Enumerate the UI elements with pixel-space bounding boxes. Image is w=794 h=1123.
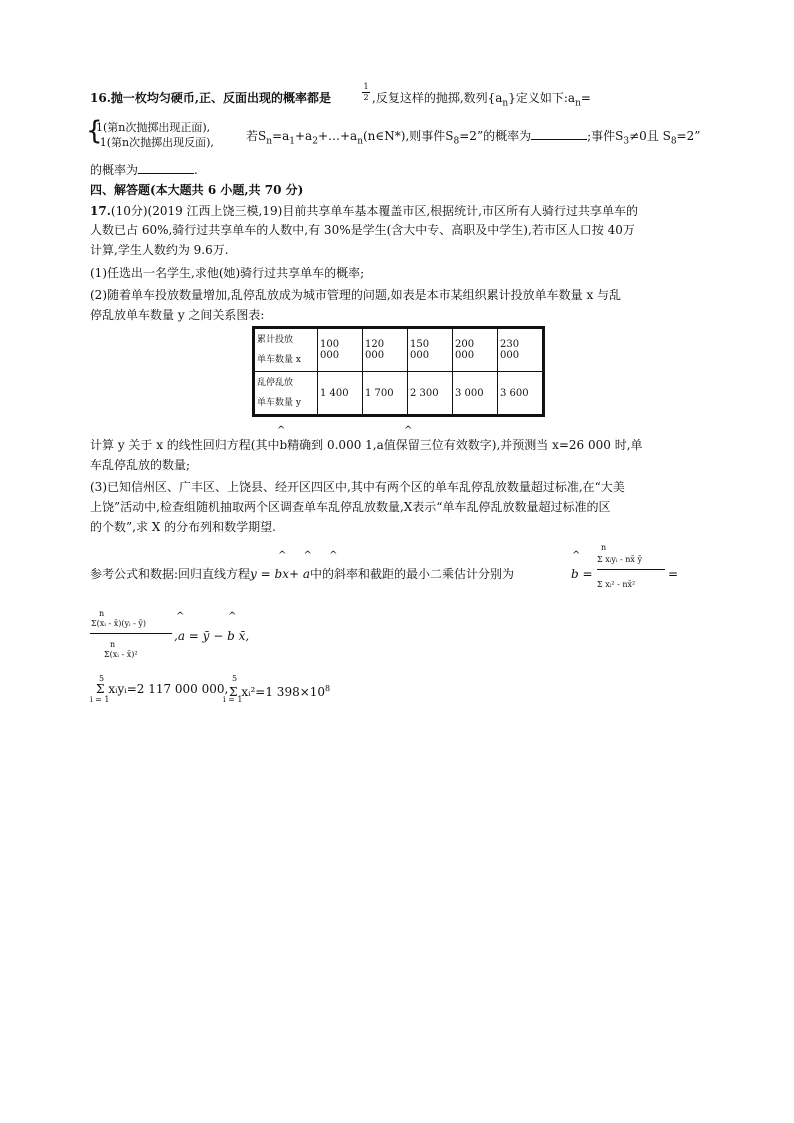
q16-line3: 的概率为 .: [90, 163, 198, 177]
hat-mark: ^: [228, 611, 237, 622]
fraction-denominator: Σ(xᵢ - x̄)²: [104, 650, 138, 659]
table-cell: 120 000: [363, 328, 408, 372]
sum-limits: n: [99, 609, 105, 618]
q17-sub2b: 停乱放单车数量 y 之间关系图表:: [90, 308, 265, 322]
table-cell: 200 000: [453, 328, 498, 372]
fraction-bar: [90, 633, 172, 634]
q16-case1: 1(第n次抛掷出现正面),: [96, 121, 211, 134]
intercept-formula: ,a = ȳ − b x̄,: [174, 629, 250, 643]
ref-line1: 参考公式和数据:回归直线方程y = bx+ a中的斜率和截距的最小二乘估计分别为: [90, 567, 514, 581]
fraction-bar: [597, 569, 665, 570]
sum-data-2: Σ xᵢ²=1 $398\times 10^8$: [229, 684, 331, 699]
sum-data-1: Σ xᵢyᵢ=2 117 000 000,: [96, 682, 229, 696]
table-cell: 3 000: [453, 372, 498, 416]
sum-limits: i = 1: [90, 695, 110, 704]
section-heading: 四、解答题(本大题共 6 小题,共 70 分): [90, 183, 304, 197]
table-row-header: 乱停乱放 单车数量 y: [254, 372, 318, 416]
sum-limits: n: [601, 543, 607, 552]
fraction-numerator: Σ(xᵢ - x̄)(yᵢ - ȳ): [91, 619, 146, 628]
hat-mark: ^: [176, 611, 185, 622]
answer-blank: [531, 128, 587, 140]
q17-sub3c: 的个数”,求 X 的分布列和数学期望.: [90, 520, 276, 534]
hat-mark: ^: [404, 425, 413, 436]
q17-sub2a: (2)随着单车投放数量增加,乱停乱放成为城市管理的问题,如表是本市某组织累计投放单车数量 x 与乱: [90, 288, 622, 302]
table-row: [254, 328, 544, 372]
q17-calc1: 计算 y 关于 x 的线性回归方程(其中b精确到 0.000 1,a值保留三位有效数字),并预测当 x=26 000 时,单: [90, 438, 643, 452]
sum-limits: 5: [232, 674, 238, 683]
table-cell: 230 000: [498, 328, 544, 372]
table-cell: 3 600: [498, 372, 544, 416]
table-row-header: 累计投放 单车数量 x: [254, 328, 318, 372]
q17-sub3b: 上饶”活动中,检查组随机抽取两个区调查单车乱停乱放数量,X表示“单车乱停乱放数量超过标准的区: [90, 500, 611, 514]
q17-sub1: (1)任选出一名学生,求他(她)骑行过共享单车的概率;: [90, 266, 365, 280]
table-cell: 1 400: [318, 372, 363, 416]
sum-limits: i = 1: [223, 695, 243, 704]
b-hat-symbol: b =: [571, 567, 593, 581]
q17-para3: 计算,学生人数约为 9.6万.: [90, 243, 229, 257]
fraction-denominator: Σ xᵢ² - nx̄²: [597, 580, 636, 589]
q17-para1: 17.(10分)(2019 江西上饶三模,19)目前共享单车基本覆盖市区,根据统计,市区所有人骑行过共享单车的: [90, 204, 638, 218]
table-cell: 2 300: [408, 372, 453, 416]
q17-sub3a: (3)已知信州区、广丰区、上饶县、经开区四区中,其中有两个区的单车乱停乱放数量超过标准,在“大美: [90, 480, 625, 494]
fraction-one-half: $\frac{1}{2}$: [363, 82, 369, 102]
data-table: [252, 326, 545, 417]
q17-calc2: 车乱停乱放的数量;: [90, 458, 191, 472]
answer-blank: [138, 162, 194, 174]
brace-symbol: {: [86, 116, 103, 146]
table-cell: 100 000: [318, 328, 363, 372]
hat-mark: ^: [572, 550, 581, 561]
table-cell: 150 000: [408, 328, 453, 372]
equals-sign: =: [668, 567, 679, 581]
table-cell: 1 700: [363, 372, 408, 416]
q16-case2: -1(第n次抛掷出现反面),: [96, 136, 214, 149]
table-row: [254, 372, 544, 416]
formula-hats: ^ ^ ^: [278, 550, 338, 561]
sum-limits: 5: [99, 674, 105, 683]
q16-line1-rest: ,反复这样的抛掷,数列$\{a_n\}$定义如下$:a_n=$: [372, 91, 591, 109]
sum-limits: n: [110, 640, 116, 649]
fraction-numerator: Σ xᵢyᵢ - nx̄ ȳ: [597, 555, 642, 564]
q16-line1: 16.抛一枚均匀硬币,正、反面出现的概率都是: [90, 91, 332, 105]
hat-mark: ^: [277, 425, 286, 436]
q16-line2: 若$S_n=a_1+a_2+\dots+a_n(n\in N*)$,则事件$S_8=2$”的概率为 ;事件$S_3\ne 0$且 $S_8=2$”: [246, 129, 701, 147]
q17-para2: 人数已占 60%,骑行过共享单车的人数中,有 30%是学生(含大中专、高职及中学生),若市区人口按 40万: [90, 223, 635, 237]
